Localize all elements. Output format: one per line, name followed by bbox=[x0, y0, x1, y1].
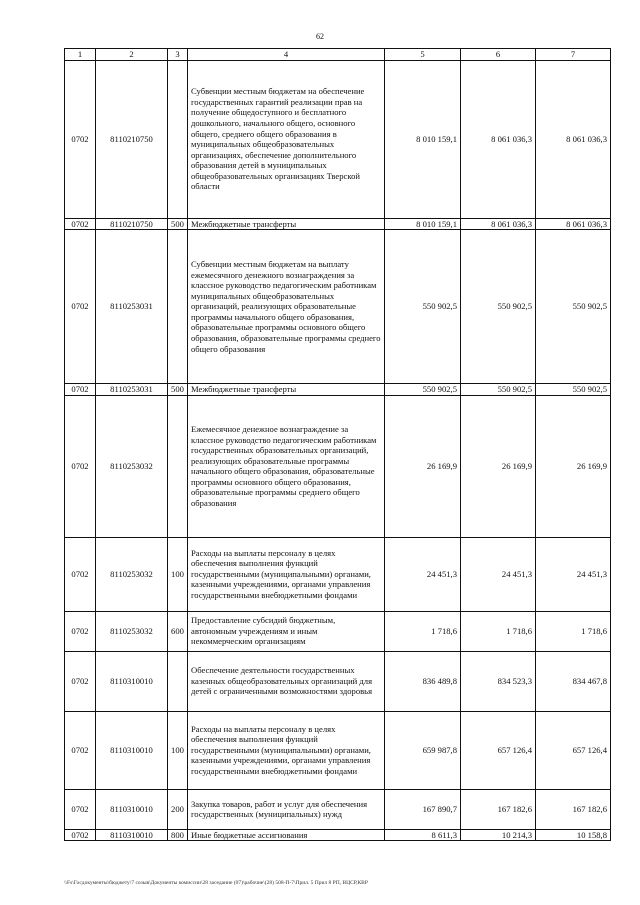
target-article-cell: 8110310010 bbox=[96, 789, 168, 829]
table-row bbox=[65, 537, 611, 611]
amount-col6-cell: 167 182,6 bbox=[461, 789, 536, 829]
table-row bbox=[65, 60, 611, 218]
description-cell: Иные бюджетные ассигнования bbox=[188, 829, 385, 841]
table-row bbox=[65, 395, 611, 537]
amount-col7-cell: 24 451,3 bbox=[536, 537, 611, 611]
amount-col7-cell: 26 169,9 bbox=[536, 395, 611, 537]
description-cell: Закупка товаров, работ и услуг для обеспечения государственных (муниципальных) нужд bbox=[188, 789, 385, 829]
footer-file-path: \\Fs\Госдокументы\бюджету\7 созыв\Документы комиссии\28 заседание (07)\рабочие\(28) 508-П-7\Прил. 5 Прил 8 РП, ВЦСР,КВР bbox=[64, 880, 368, 886]
table-row bbox=[65, 384, 611, 396]
expense-type-cell: 500 bbox=[168, 384, 188, 396]
table-row bbox=[65, 789, 611, 829]
amount-col7-cell: 550 902,5 bbox=[536, 230, 611, 384]
amount-col5-cell: 659 987,8 bbox=[385, 711, 461, 789]
description-cell: Обеспечение деятельности государственных казенных общеобразовательных организаций для детей с ограниченными возможностями здоровья bbox=[188, 651, 385, 711]
amount-col6-cell: 24 451,3 bbox=[461, 537, 536, 611]
table-row bbox=[65, 829, 611, 841]
target-article-cell: 8110253032 bbox=[96, 611, 168, 651]
amount-col5-cell: 167 890,7 bbox=[385, 789, 461, 829]
target-article-cell: 8110210750 bbox=[96, 60, 168, 218]
table-row bbox=[65, 611, 611, 651]
amount-col6-cell: 1 718,6 bbox=[461, 611, 536, 651]
amount-col5-cell: 550 902,5 bbox=[385, 384, 461, 396]
amount-col7-cell: 550 902,5 bbox=[536, 384, 611, 396]
amount-col7-cell: 657 126,4 bbox=[536, 711, 611, 789]
table-row bbox=[65, 230, 611, 384]
amount-col7-cell: 8 061 036,3 bbox=[536, 60, 611, 218]
amount-col6-cell: 8 061 036,3 bbox=[461, 60, 536, 218]
header-col-5: 5 bbox=[385, 49, 461, 61]
target-article-cell: 8110253031 bbox=[96, 230, 168, 384]
section-code-cell: 0702 bbox=[65, 789, 96, 829]
expense-type-cell: 200 bbox=[168, 789, 188, 829]
header-col-2: 2 bbox=[96, 49, 168, 61]
section-code-cell: 0702 bbox=[65, 384, 96, 396]
amount-col6-cell: 550 902,5 bbox=[461, 230, 536, 384]
target-article-cell: 8110253031 bbox=[96, 384, 168, 396]
header-col-1: 1 bbox=[65, 49, 96, 61]
expense-type-cell: 500 bbox=[168, 218, 188, 230]
expense-type-cell bbox=[168, 230, 188, 384]
table-row bbox=[65, 711, 611, 789]
amount-col7-cell: 10 158,8 bbox=[536, 829, 611, 841]
amount-col5-cell: 8 010 159,1 bbox=[385, 60, 461, 218]
header-col-6: 6 bbox=[461, 49, 536, 61]
section-code-cell: 0702 bbox=[65, 651, 96, 711]
header-col-7: 7 bbox=[536, 49, 611, 61]
section-code-cell: 0702 bbox=[65, 218, 96, 230]
amount-col7-cell: 1 718,6 bbox=[536, 611, 611, 651]
section-code-cell: 0702 bbox=[65, 711, 96, 789]
expense-type-cell bbox=[168, 60, 188, 218]
amount-col6-cell: 10 214,3 bbox=[461, 829, 536, 841]
target-article-cell: 8110253032 bbox=[96, 537, 168, 611]
description-cell: Субвенции местным бюджетам на выплату ежемесячного денежного вознаграждения за классное руководство педагогическим работникам муниципальных общеобразовательных организаций, реализующих образовательные программы начального общего образования, образовательные программы основного общего образования, образовательные программы среднего общего образования bbox=[188, 230, 385, 384]
amount-col6-cell: 550 902,5 bbox=[461, 384, 536, 396]
description-cell: Расходы на выплаты персоналу в целях обеспечения выполнения функций государственными (муниципальными) органами, казенными учреждениями, органами управления государственными внебюджетными фондами bbox=[188, 711, 385, 789]
table-header-row bbox=[65, 49, 611, 61]
description-cell: Межбюджетные трансферты bbox=[188, 384, 385, 396]
amount-col6-cell: 834 523,3 bbox=[461, 651, 536, 711]
amount-col5-cell: 550 902,5 bbox=[385, 230, 461, 384]
amount-col6-cell: 26 169,9 bbox=[461, 395, 536, 537]
budget-table bbox=[64, 48, 611, 841]
expense-type-cell bbox=[168, 651, 188, 711]
amount-col7-cell: 167 182,6 bbox=[536, 789, 611, 829]
expense-type-cell: 600 bbox=[168, 611, 188, 651]
section-code-cell: 0702 bbox=[65, 611, 96, 651]
header-col-4: 4 bbox=[188, 49, 385, 61]
description-cell: Предоставление субсидий бюджетным, автономным учреждениям и иным некоммерческим организациям bbox=[188, 611, 385, 651]
amount-col5-cell: 8 010 159,1 bbox=[385, 218, 461, 230]
expense-type-cell: 100 bbox=[168, 537, 188, 611]
expense-type-cell bbox=[168, 395, 188, 537]
amount-col5-cell: 26 169,9 bbox=[385, 395, 461, 537]
section-code-cell: 0702 bbox=[65, 829, 96, 841]
description-cell: Расходы на выплаты персоналу в целях обеспечения выполнения функций государственными (муниципальными) органами, казенными учреждениями, органами управления государственными внебюджетными фондами bbox=[188, 537, 385, 611]
table-row bbox=[65, 218, 611, 230]
description-cell: Ежемесячное денежное вознаграждение за классное руководство педагогическим работникам государственных образовательных организаций, реализующих образовательные программы начального общего образования, образовательные программы основного общего образования, образовательные программы среднего общего образования bbox=[188, 395, 385, 537]
section-code-cell: 0702 bbox=[65, 60, 96, 218]
target-article-cell: 8110310010 bbox=[96, 711, 168, 789]
expense-type-cell: 100 bbox=[168, 711, 188, 789]
description-cell: Субвенции местным бюджетам на обеспечение государственных гарантий реализации прав на получение общедоступного и бесплатного дошкольного, начального общего, основного общего, среднего общего образования в муниципальных общеобразовательных организациях, обеспечение дополнительного образования детей в муниципальных общеобразовательных организациях Тверской области bbox=[188, 60, 385, 218]
amount-col7-cell: 834 467,8 bbox=[536, 651, 611, 711]
section-code-cell: 0702 bbox=[65, 537, 96, 611]
amount-col5-cell: 1 718,6 bbox=[385, 611, 461, 651]
amount-col5-cell: 24 451,3 bbox=[385, 537, 461, 611]
target-article-cell: 8110253032 bbox=[96, 395, 168, 537]
page-number: 62 bbox=[316, 32, 324, 41]
section-code-cell: 0702 bbox=[65, 230, 96, 384]
amount-col5-cell: 8 611,3 bbox=[385, 829, 461, 841]
table-row bbox=[65, 651, 611, 711]
amount-col6-cell: 657 126,4 bbox=[461, 711, 536, 789]
section-code-cell: 0702 bbox=[65, 395, 96, 537]
amount-col7-cell: 8 061 036,3 bbox=[536, 218, 611, 230]
target-article-cell: 8110310010 bbox=[96, 829, 168, 841]
target-article-cell: 8110310010 bbox=[96, 651, 168, 711]
expense-type-cell: 800 bbox=[168, 829, 188, 841]
amount-col6-cell: 8 061 036,3 bbox=[461, 218, 536, 230]
description-cell: Межбюджетные трансферты bbox=[188, 218, 385, 230]
target-article-cell: 8110210750 bbox=[96, 218, 168, 230]
amount-col5-cell: 836 489,8 bbox=[385, 651, 461, 711]
header-col-3: 3 bbox=[168, 49, 188, 61]
